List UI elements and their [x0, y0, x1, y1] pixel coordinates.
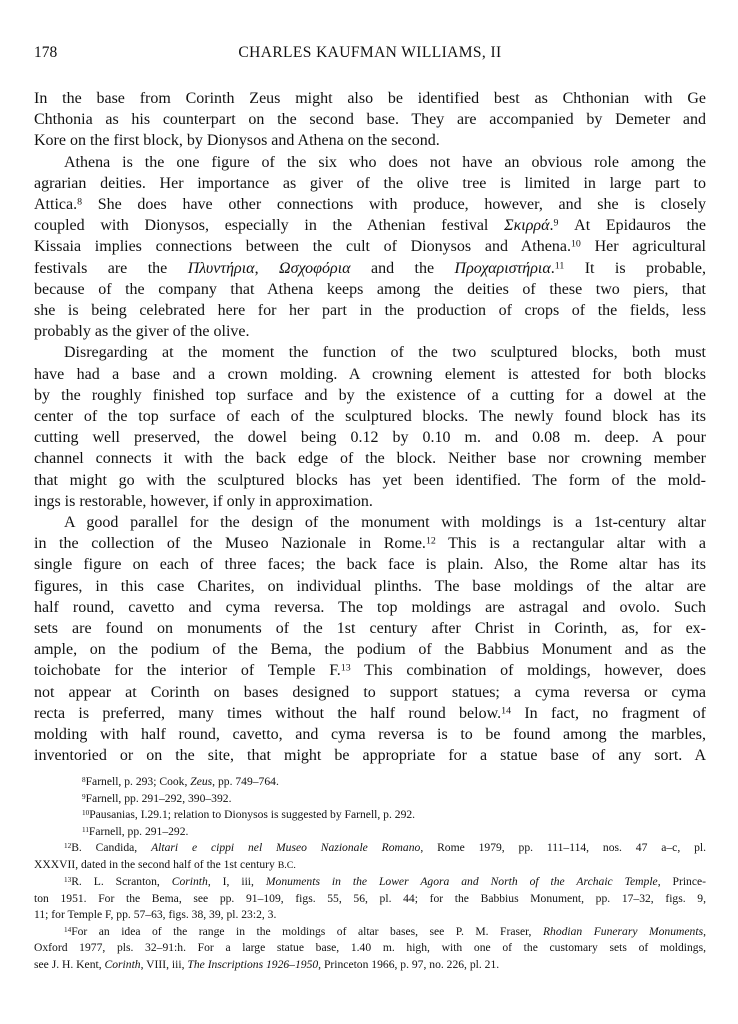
running-header — [34, 44, 706, 68]
body-line: recta is preferred, many times without the half round below.$^{14}$ In fact, no fragment of — [34, 704, 706, 722]
footnote-line: 11; for Temple F, pp. 57–63, figs. 38, 39, pl. 23:2, 3. — [34, 908, 277, 921]
body-line: festivals are the Πλυντήρια, Ωσχοφόρια and the Προχαριστήρια.$^{11}$ It is probable, — [34, 259, 707, 277]
body-line: cutting well preserved, the dowel being 0.12 by 0.10 m. and 0.08 m. deep. A pour — [34, 429, 706, 447]
footnote-line: $^{11}$Farnell, pp. 291–292. — [82, 824, 189, 838]
body-line: Attica.$^8$ She does have other connections with produce, however, and she is closely — [34, 196, 706, 214]
footnote-line: $^{10}$Pausanias, I.29.1; relation to Dionysos is suggested by Farnell, p. 292. — [82, 808, 416, 821]
body-line: not appear at Corinth on bases designed to support statues; a cyma reversa or cyma — [34, 683, 706, 701]
body-line: center of the top surface of each of the sculptured blocks. The newly found block has its — [34, 408, 706, 426]
body-line: Kissaia implies connections between the cult of Dionysos and Athena.$^{10}$ Her agricultural — [34, 238, 706, 256]
footnote-line: $^{13}$R. L. Scranton, Corinth, I, iii, Monuments in the Lower Agora and North of the Archaic Temple, Prince- — [64, 875, 707, 888]
body-line: probably as the giver of the olive. — [34, 323, 250, 341]
running-head-author: CHARLES KAUFMAN WILLIAMS, II — [238, 44, 502, 61]
body-line: inventoried or on the site, that might be appropriate for a statue base of any sort. A — [34, 747, 706, 765]
body-line: Kore on the first block, by Dionysos and Athena on the second. — [34, 132, 440, 150]
body-line: have had a base and a crown molding. A crowning element is attested for both blocks — [34, 365, 706, 383]
body-text — [34, 88, 706, 767]
body-line: toichobate for the interior of Temple F.$^{13}$ This combination of moldings, however, does — [34, 662, 706, 680]
body-line: that might go with the sculptured blocks has yet been identified. The form of the mold- — [34, 471, 706, 489]
body-line: ample, on the podium of the Bema, the podium of the Babbius Monument and as the — [34, 641, 706, 659]
body-line: she is being celebrated here for her part in the production of crops of the fields, less — [34, 302, 706, 320]
body-line: by the roughly finished top surface and by the existence of a cutting for a dowel at the — [34, 386, 706, 404]
body-line: because of the company that Athena keeps among the deities of these two piers, that — [34, 280, 706, 298]
body-line: agrarian deities. Her importance as giver of the olive tree is limited in large part to — [34, 174, 706, 192]
body-line: in the collection of the Museo Nazionale in Rome.$^{12}$ This is a rectangular altar with a — [34, 535, 706, 553]
body-line: ings is restorable, however, if only in approximation. — [34, 492, 373, 510]
body-line: Chthonia as his counterpart on the second base. They are accompanied by Demeter and — [34, 111, 706, 129]
footnote-line: $^9$Farnell, pp. 291–292, 390–392. — [82, 791, 232, 805]
footnote-line: $^{14}$For an idea of the range in the moldings of altar bases, see P. M. Fraser, Rhodian Funerary Monuments, — [64, 924, 706, 938]
body-line: Athena is the one figure of the six who does not have an obvious role among the — [64, 153, 706, 171]
body-line: molding with half round, cavetto, and cyma reversa is to be found among the marbles, — [34, 726, 706, 744]
body-line: half round, cavetto and cyma reversa. The top moldings are astragal and ovolo. Such — [34, 598, 706, 616]
body-line: sets are found on monuments of the 1st century after Christ in Corinth, as, for ex- — [34, 620, 706, 638]
footnotes — [34, 774, 706, 973]
body-line: coupled with Dionysos, especially in the Athenian festival Σκιρρά.$^9$ At Epidauros the — [34, 217, 707, 235]
body-line: single figure on each of three faces; the back face is plain. Also, the Rome altar has its — [34, 556, 706, 574]
footnote-line: ton 1951. For the Bema, see pp. 91–109, figs. 55, 56, pl. 44; for the Babbius Monument, pp. 17–32, figs. 9, — [34, 891, 706, 905]
footnote-line: XXXVII, dated in the second half of the 1st century B.C. — [34, 857, 296, 871]
body-line: In the base from Corinth Zeus might also be identified best as Chthonian with Ge — [34, 90, 706, 107]
footnote-line: Oxford 1977, pls. 32–91:h. For a large statue base, 1.40 m. high, with one of the customary sets of moldings, — [34, 941, 706, 954]
footnote-line: $^{12}$B. Candida, Altari e cippi nel Museo Nazionale Romano, Rome 1979, pp. 111–114, nos. 47 a–c, pl. — [64, 841, 706, 854]
footnote-line: $^8$Farnell, p. 293; Cook, Zeus, pp. 749–764. — [82, 775, 279, 788]
body-line: channel connects it with the back edge of the block. Neither base nor crowning member — [34, 450, 706, 468]
page-number: 178 — [34, 44, 58, 61]
body-line: A good parallel for the design of the monument with moldings is a 1st-century altar — [64, 514, 706, 532]
footnote-line: see J. H. Kent, Corinth, VIII, iii, The Inscriptions 1926–1950, Princeton 1966, p. 97, no. 226, pl. 21. — [34, 957, 500, 971]
body-line: Disregarding at the moment the function of the two sculptured blocks, both must — [64, 344, 706, 362]
body-line: figures, in this case Charites, on individual plinths. The base moldings of the altar are — [34, 577, 706, 595]
